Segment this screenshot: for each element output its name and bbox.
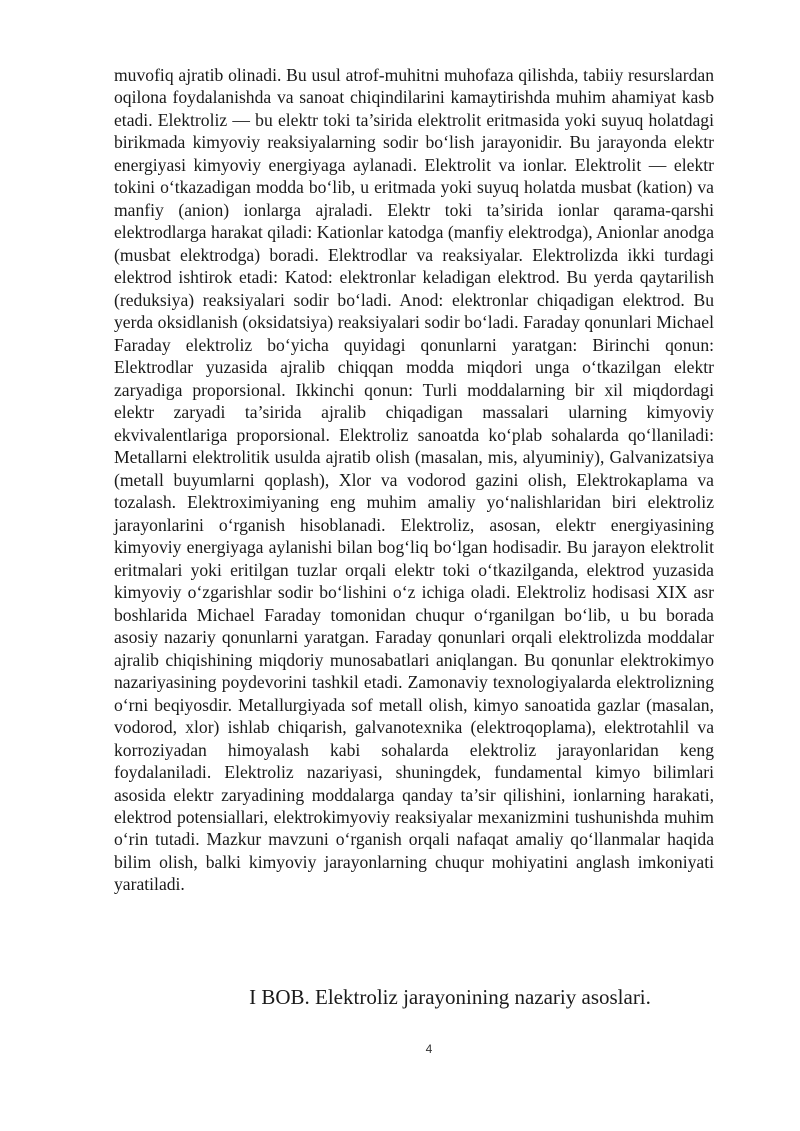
chapter-heading: I BOB. Elektroliz jarayonining nazariy asoslari. [249, 985, 651, 1009]
page-number: 4 [425, 1042, 433, 1056]
body-paragraph: muvofiq ajratib olinadi. Bu usul atrof-muhitni muhofaza qilishda, tabiiy resurslardan oqilona foydalanishda va sanoat chiqindilarini kamaytirishda muhim ahamiyat kasb etadi. Elektroliz — bu elektr toki ta’sirida elektrolit eritmasida yoki suyuq holatdagi birikmada kimyoviy reaksiyalarning sodir bo‘lish jarayonidir. Bu jarayonda elektr energiyasi kimyoviy energiyaga aylanadi. Elektrolit va ionlar. Elektrolit — elektr tokini o‘tkazadigan modda bo‘lib, u eritmada yoki suyuq holatda musbat (kation) va manfiy (anion) ionlarga ajraladi. Elektr toki ta’sirida ionlar qarama-qarshi elektrodlarga harakat qiladi: Kationlar katodga (manfiy elektrodga), Anionlar anodga (musbat elektrodga) boradi. Elektrodlar va reaksiyalar. Elektrolizda ikki turdagi elektrod ishtirok etadi: Katod: elektronlar keladigan elektrod. Bu yerda qaytarilish (reduksiya) reaksiyalari sodir bo‘ladi. Anod: elektronlar chiqadigan elektrod. Bu yerda oksidlanish (oksidatsiya) reaksiyalari sodir bo‘ladi. Faraday qonunlari Michael Faraday elektroliz bo‘yicha quyidagi qonunlarni yaratgan: Birinchi qonun: Elektrodlar yuzasida ajralib chiqqan modda miqdori unga o‘tkazilgan elektr zaryadiga proporsional. Ikkinchi qonun: Turli moddalarning bir xil miqdordagi elektr zaryadi ta’sirida ajralib chiqadigan massalari ularning kimyoviy ekvivalentlariga proporsional. Elektroliz sanoatda ko‘plab sohalarda qo‘llaniladi: Metallarni elektrolitik usulda ajratib olish (masalan, mis, alyuminiy), Galvanizatsiya (metall buyumlarni qoplash), Xlor va vodorod gazini olish, Elektrokaplama va tozalash. Elektroximiyaning eng muhim amaliy yo‘nalishlaridan biri elektroliz jarayonlarini o‘rganish hisoblanadi. Elektroliz, asosan, elektr energiyasining kimyoviy energiyaga aylanishi bilan bog‘liq bo‘lgan hodisadir. Bu jarayon elektrolit eritmalari yoki eritilgan tuzlar orqali elektr toki o‘tkazilganda, elektrod yuzasida kimyoviy o‘zgarishlar sodir bo‘lishini o‘z ichiga oladi. Elektroliz hodisasi XIX asr boshlarida Michael Faraday tomonidan chuqur o‘rganilgan bo‘lib, u bu borada asosiy nazariy qonunlarni yaratgan. Faraday qonunlari orqali elektrolizda moddalar ajralib chiqishining miqdoriy munosabatlari aniqlangan. Bu qonunlar elektrokimyo nazariyasining poydevorini tashkil etadi. Zamonaviy texnologiyalarda elektrolizning o‘rni beqiyosdir. Metallurgiyada sof metall olish, kimyo sanoatida gazlar (masalan, vodorod, xlor) ishlab chiqarish, galvanotexnika (elektroqoplama), elektrotahlil va korroziyadan himoyalash kabi sohalarda elektroliz jarayonlaridan keng foydalaniladi. Elektroliz nazariyasi, shuningdek, fundamental kimyo bilimlari asosida elektr zaryadining moddalarga qanday ta’sir qilishini, ionlarning harakati, elektrod potensiallari, elektrokimyoviy reaksiyalar mexanizmini tushunishda muhim o‘rin tutadi. Mazkur mavzuni o‘rganish orqali nafaqat amaliy qo‘llanmalar haqida bilim olish, balki kimyoviy jarayonlarning chuqur mohiyatini anglash imkoniyati yaratiladi. [114, 65, 714, 895]
